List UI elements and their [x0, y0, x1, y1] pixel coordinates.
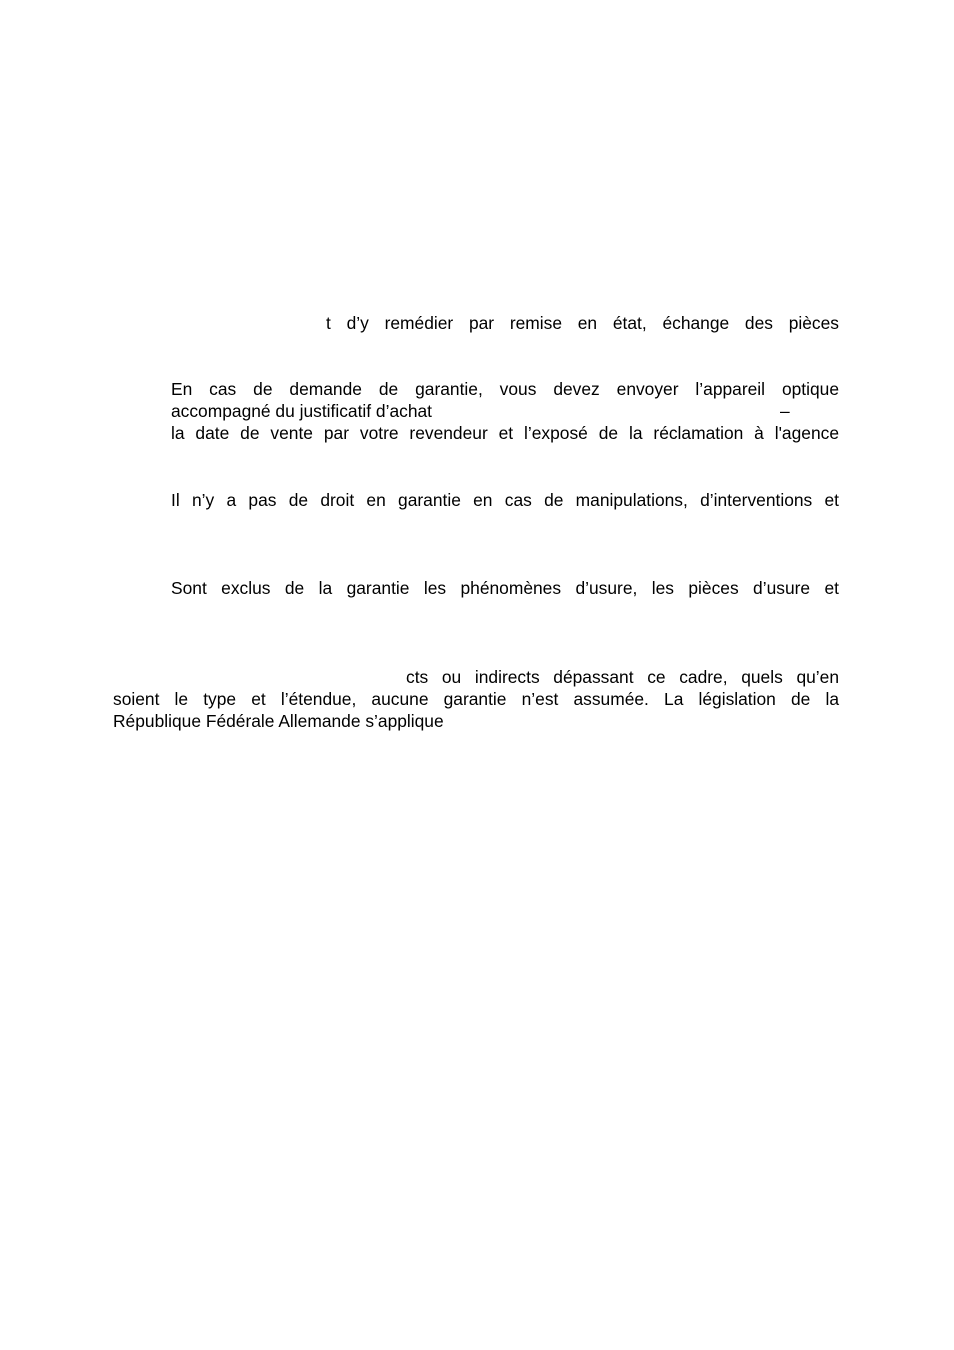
paragraph-warranty-claim-line-1: En cas de demande de garantie, vous devez envoyer l’appareil optique — [171, 379, 839, 399]
paragraph-liability-line-2: soient le type et l’étendue, aucune garantie n’est assumée. La législation de la — [113, 689, 839, 709]
paragraph-warranty-claim-line-2: accompagné du justificatif d’achat — [171, 401, 433, 421]
paragraph-liability-line-1: cts ou indirects dépassant ce cadre, quels qu’en — [406, 667, 839, 687]
paragraph-repair-fragment: t d’y remédier par remise en état, échange des pièces — [326, 313, 839, 333]
paragraph-warranty-claim-dash: – — [780, 401, 790, 421]
paragraph-excluded-wear: Sont exclus de la garantie les phénomènes d’usure, les pièces d’usure et — [171, 578, 839, 598]
paragraph-liability-line-3: République Fédérale Allemande s’applique — [113, 711, 444, 731]
paragraph-no-warranty-rights: Il n’y a pas de droit en garantie en cas de manipulations, d’interventions et — [171, 490, 839, 510]
paragraph-warranty-claim-line-3: la date de vente par votre revendeur et l’exposé de la réclamation à l'agence — [171, 423, 839, 443]
